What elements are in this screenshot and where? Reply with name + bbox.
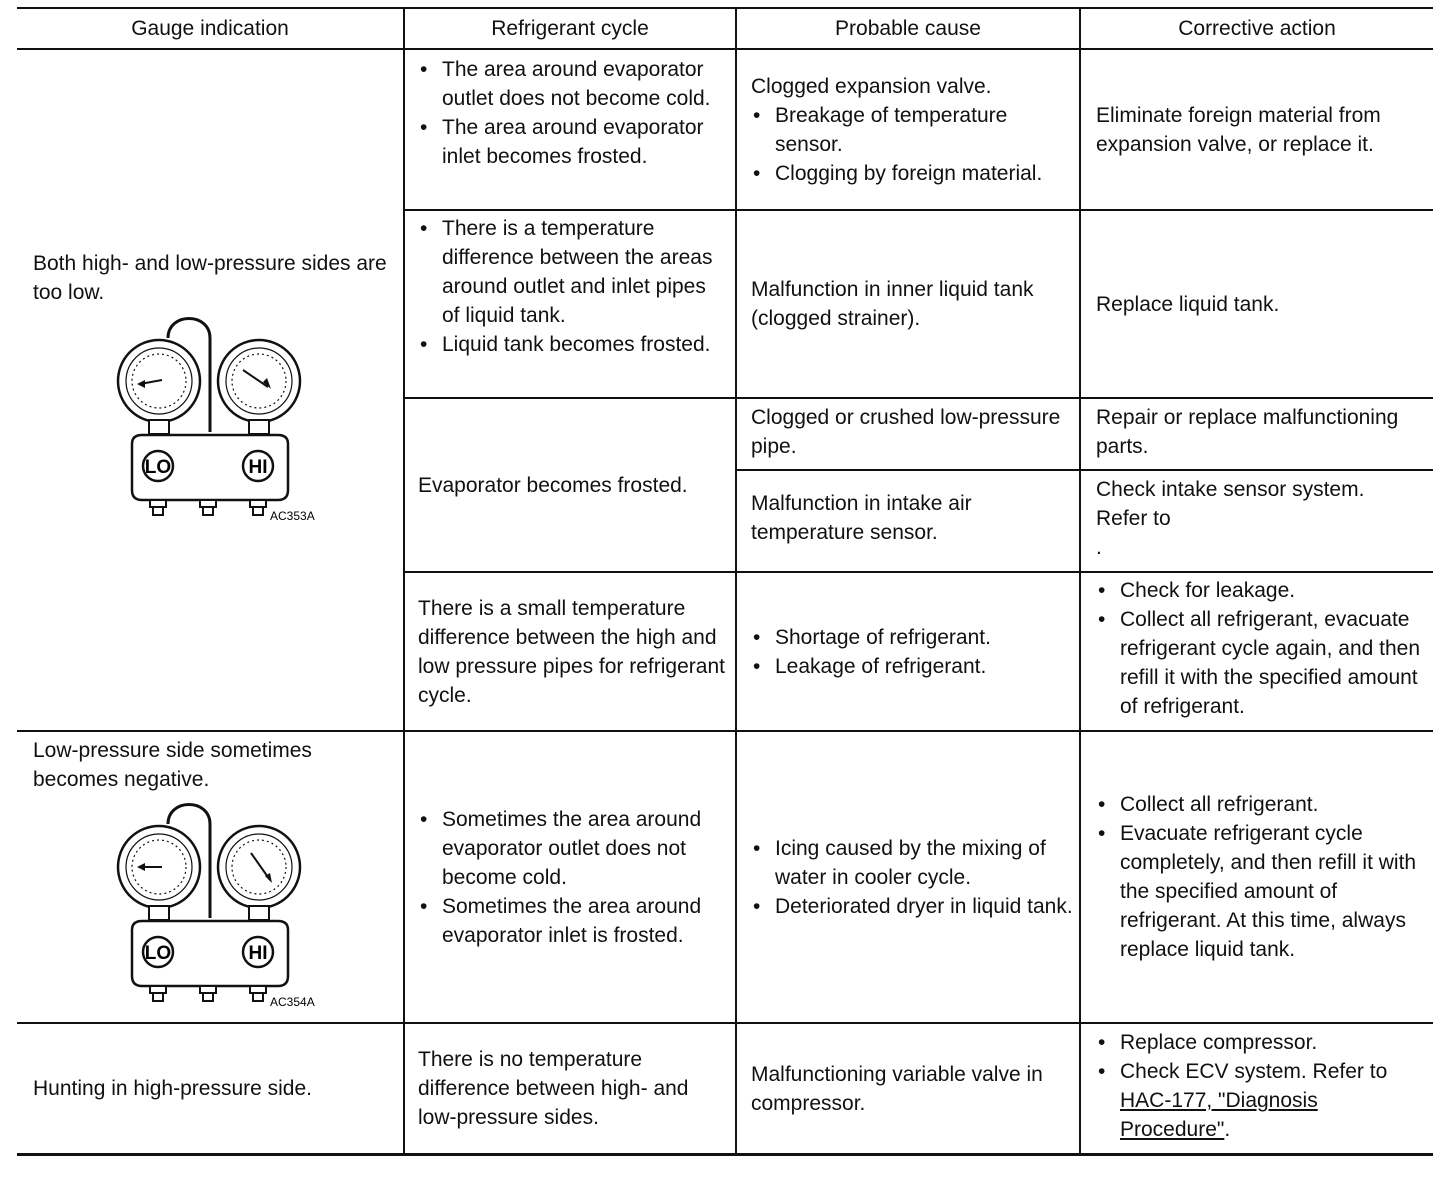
list-item: • Deteriorated dryer in liquid tank. bbox=[751, 892, 1075, 921]
list-item: • Liquid tank becomes frosted. bbox=[418, 330, 728, 359]
probable-cause-cell bbox=[751, 573, 1073, 730]
header-label: Corrective action bbox=[1178, 17, 1336, 40]
header-probable-cause bbox=[737, 9, 1079, 48]
probable-cause-cell bbox=[751, 732, 1075, 1022]
column-divider bbox=[1079, 7, 1081, 1155]
list-item: • Breakage of temperature sensor. bbox=[751, 101, 1077, 159]
diagnosis-procedure-link[interactable]: HAC-177, "Diagnosis Procedure" bbox=[1120, 1089, 1318, 1141]
list-item: • Collect all refrigerant, evacuate refrigerant cycle again, and then refill it with the specified amount of refrigerant. bbox=[1096, 605, 1428, 721]
action-line: . bbox=[1096, 536, 1102, 559]
probable-cause-cell: Clogged or crushed low-pressure pipe. bbox=[751, 406, 1061, 458]
list-item: • Evacuate refrigerant cycle completely, and then refill it with the specified amount of refrigerant. At this time, always replace liquid tank. bbox=[1096, 819, 1426, 964]
list-item: • Check for leakage. bbox=[1096, 576, 1428, 605]
list-item: • Leakage of refrigerant. bbox=[751, 652, 1073, 681]
probable-cause-cell: Malfunction in intake air temperature sensor. bbox=[751, 492, 972, 544]
column-divider bbox=[403, 7, 405, 1155]
refrigerant-cycle-cell bbox=[418, 732, 728, 1022]
list-item: • The area around evaporator outlet does not become cold. bbox=[418, 55, 728, 113]
lo-label: LO bbox=[144, 457, 172, 478]
refrigerant-cycle-cell: Evaporator becomes frosted. bbox=[418, 473, 688, 497]
refrigerant-cycle-cell bbox=[418, 55, 728, 171]
list-item: • Icing caused by the mixing of water in cooler cycle. bbox=[751, 834, 1075, 892]
list-item: • Shortage of refrigerant. bbox=[751, 623, 1073, 652]
row-divider bbox=[736, 469, 1433, 471]
corrective-action-cell: Repair or replace malfunctioning parts. bbox=[1096, 406, 1399, 458]
high-pressure-gauge bbox=[218, 826, 300, 908]
corrective-action-cell: Eliminate foreign material from expansion valve, or replace it. bbox=[1096, 103, 1381, 156]
list-item: • Replace compressor. bbox=[1096, 1028, 1428, 1057]
refrigerant-cycle-cell bbox=[418, 214, 728, 359]
refrigerant-cycle-cell: There is no temperature difference between high- and low-pressure sides. bbox=[418, 1048, 689, 1129]
corrective-action-cell bbox=[1096, 732, 1426, 1022]
table-bottom-rule bbox=[17, 1153, 1433, 1156]
list-item: • The area around evaporator inlet becomes frosted. bbox=[418, 113, 728, 171]
hi-label: HI bbox=[248, 457, 268, 478]
list-item: • Sometimes the area around evaporator outlet does not become cold. bbox=[418, 805, 728, 892]
header-label: Refrigerant cycle bbox=[491, 17, 649, 40]
list-item: • Sometimes the area around evaporator inlet is frosted. bbox=[418, 892, 728, 950]
probable-cause-cell: Malfunctioning variable valve in compressor. bbox=[751, 1062, 1043, 1115]
column-divider bbox=[735, 7, 737, 1155]
list-item: • There is a temperature difference between the areas around outlet and inlet pipes of liquid tank. bbox=[418, 214, 728, 330]
probable-cause-cell bbox=[751, 50, 1077, 209]
hi-label: HI bbox=[248, 943, 268, 964]
action-line: Refer to bbox=[1096, 507, 1171, 530]
list-item: • Clogging by foreign material. bbox=[751, 159, 1077, 188]
header-gauge-indication bbox=[17, 9, 403, 48]
lo-label: LO bbox=[144, 943, 172, 964]
manifold-gauge-figure bbox=[110, 798, 340, 1013]
gauge-indication-text: Low-pressure side sometimes becomes negative. bbox=[33, 739, 312, 791]
corrective-action-cell: Replace liquid tank. bbox=[1096, 292, 1280, 316]
corrective-action-cell bbox=[1096, 1028, 1428, 1144]
gauge-indication-text: Hunting in high-pressure side. bbox=[33, 1077, 312, 1100]
cause-intro: Clogged expansion valve. bbox=[751, 74, 992, 98]
probable-cause-cell: Malfunction in inner liquid tank (clogged strainer). bbox=[751, 278, 1034, 330]
corrective-action-cell bbox=[1096, 475, 1426, 562]
refrigerant-cycle-cell: There is a small temperature difference between the high and low pressure pipes for refrigerant cycle. bbox=[418, 596, 725, 707]
list-item: • Check ECV system. Refer to HAC-177, "Diagnosis Procedure". bbox=[1096, 1057, 1428, 1144]
figure-code: AC353A bbox=[270, 509, 315, 523]
header-label: Probable cause bbox=[835, 17, 981, 40]
corrective-action-cell bbox=[1096, 576, 1428, 721]
figure-code: AC354A bbox=[270, 995, 315, 1009]
gauge-indication-text: Both high- and low-pressure sides are too low. bbox=[33, 252, 387, 304]
manifold-gauge-figure bbox=[110, 312, 340, 527]
header-label: Gauge indication bbox=[131, 17, 289, 40]
list-item: • Collect all refrigerant. bbox=[1096, 790, 1426, 819]
action-line: Check intake sensor system. bbox=[1096, 478, 1365, 501]
header-refrigerant-cycle bbox=[405, 9, 735, 48]
header-corrective-action bbox=[1081, 9, 1433, 48]
